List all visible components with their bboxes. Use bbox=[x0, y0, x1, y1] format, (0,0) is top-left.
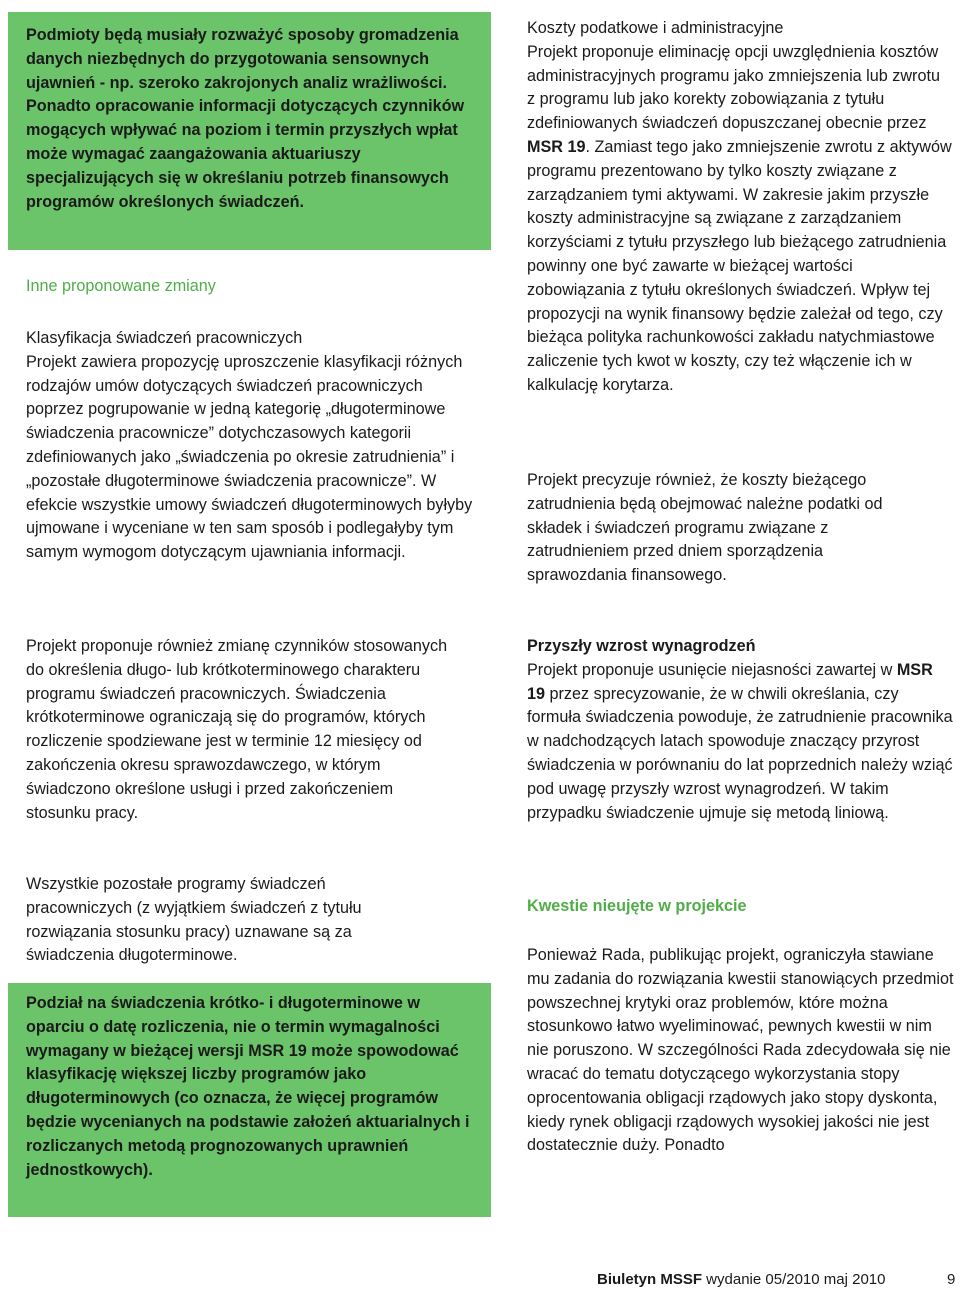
left-box-1 bbox=[8, 6, 491, 250]
text-span: przez sprecyzowanie, że w chwili określania, czy formuła świadczenia powoduje, że zatrudnienie pracownika w nadchodzących latach spowoduje znaczący przyrost świadczenia w porównaniu do lat poprzednich należy wziąć pod uwagę przyszły wzrost wynagrodzeń. W takim przypadku świadczenie ujmuje się metodą liniową. bbox=[527, 684, 953, 822]
page-number: 9 bbox=[947, 1271, 956, 1288]
heading-admin-costs: Koszty podatkowe i administracyjne bbox=[527, 19, 784, 37]
left-section-heading bbox=[8, 277, 492, 296]
heading-salary-growth: Przyszły wzrost wynagrodzeń bbox=[527, 637, 756, 655]
paragraph: Ponieważ Rada, publikując projekt, ograniczyła stawiane mu zadania do rozwiązania kwestii stanowiących przedmiot powszechnej krytyki oraz problemów, które można stosunkowo łatwo wyeliminować, pewnych kwestii w nim nie poruszono. W szczególności Rada zdecydowała się nie wracać do tematu dotyczącego wykorzystania stopy oprocentowania obligacji rządowych jako stopy dyskonta, kiedy rynek obligacji rządowych wysokiej jakości nie jest dostatecznie duży. Ponadto bbox=[527, 946, 954, 1155]
footer bbox=[597, 1271, 885, 1288]
right-section-3-heading bbox=[527, 897, 952, 916]
section-heading: Inne proponowane zmiany bbox=[26, 277, 216, 295]
right-section-2 bbox=[527, 635, 955, 825]
publication-name: Biuletyn MSSF bbox=[597, 1271, 703, 1288]
section-heading: Kwestie nieujęte w projekcie bbox=[527, 897, 747, 915]
issue-info: wydanie 05/2010 maj 2010 bbox=[702, 1271, 886, 1288]
text-span: Projekt proponuje usunięcie niejasności zawartej w bbox=[527, 660, 897, 679]
msr-reference: MSR 19 bbox=[527, 137, 586, 156]
right-paragraph-2 bbox=[527, 469, 927, 588]
right-paragraph-4 bbox=[527, 944, 955, 1158]
paragraph: Projekt proponuje również zmianę czynników stosowanych do określenia długo- lub krótkoterminowego charakteru programu świadczeń pracowniczych. Świadczenia krótkoterminowe ograniczają się do programów, których rozliczenie spodziewane jest w terminie 12 miesięcy od zakończenia okresu sprawozdawczego, w którym świadczono określone usługi i przed zakończeniem stosunku pracy. bbox=[26, 637, 448, 822]
paragraph: Projekt precyzuje również, że koszty bieżącego zatrudnienia będą obejmować należne podatki od składek i świadczeń programu związane z zatrudnieniem przed dniem sporządzenia sprawozdania finansowego. bbox=[527, 471, 883, 585]
left-paragraph-2 bbox=[8, 635, 460, 825]
right-section-1 bbox=[527, 17, 952, 398]
paragraph: Wszystkie pozostałe programy świadczeń pracowniczych (z wyjątkiem świadczeń z tytułu rozwiązania stosunku pracy) uznawane są za świadczenia długoterminowe. bbox=[26, 875, 362, 965]
paragraph bbox=[527, 41, 952, 398]
highlight-box-text: Podmioty będą musiały rozważyć sposoby gromadzenia danych niezbędnych do przygotowania sensownych ujawnień - np. szeroko zakrojonych analiz wrażliwości. Ponadto opracowanie informacji dotyczących czynników mogących wpływać na poziom i termin przyszłych wpłat może wymagać zaangażowania aktuariuszy specjalizujących się w określaniu potrzeb finansowych programów określonych świadczeń. bbox=[8, 12, 491, 250]
left-subsection bbox=[8, 327, 478, 565]
msr-reference: MSR 19 bbox=[527, 660, 933, 703]
text-span: Projekt proponuje eliminację opcji uwzględnienia kosztów administracyjnych programu jako zmniejszenia lub zwrotu z programu lub jako korekty zobowiązania z tytułu zdefiniowanych świadczeń dopuszczanej obecnie przez bbox=[527, 42, 940, 133]
paragraph: Projekt zawiera propozycję uproszczenie klasyfikacji różnych rodzajów umów dotyczących świadczeń pracowniczych poprzez pogrupowanie w jedną kategorię „długoterminowe świadczenia pracownicze” dotychczasowych kategorii zdefiniowanych jako „świadczenia po okresie zatrudnienia” i „pozostałe długoterminowe świadczenia pracownicze”. W efekcie wszystkie umowy świadczeń długoterminowych byłyby ujmowane i wyceniane w ten sam sposób i podlegałyby tym samym wymogom dotyczącym ujawniania informacji. bbox=[26, 352, 473, 562]
left-paragraph-3 bbox=[8, 873, 428, 968]
paragraph bbox=[527, 659, 955, 826]
sub-heading: Klasyfikacja świadczeń pracowniczych bbox=[26, 329, 303, 347]
text-span: . Zamiast tego jako zmniejszenie zwrotu z aktywów programu prezentowano by tylko koszty związane z zarządzaniem tymi aktywami. W zakresie jakim przyszłe koszty administracyjne są związane z zarządzaniem korzyściami z tytułu przyszłego lub bieżącego zatrudnienia powinny one być zawarte w bieżącej wartości zobowiązania z tytułu określonych świadczeń. Wpływ tej propozycji na wynik finansowy będzie zależał od tego, czy bieżąca polityka rachunkowości zakładu natychmiastowe zaliczenie tych kwot w koszty, czy też włączenie ich w kalkulację korytarza. bbox=[527, 137, 952, 394]
highlight-box-2: Podział na świadczenia krótko- i długoterminowe w oparciu o datę rozliczenia, nie o termin wymagalności wymagany w bieżącej wersji MSR 19 może spowodować klasyfikację większej liczby programów jako długoterminowych (co oznacza, że więcej programów będzie wycenianych na podstawie założeń aktuarialnych i rozliczanych metodą prognozowanych uprawnień jednostkowych). bbox=[8, 983, 491, 1217]
